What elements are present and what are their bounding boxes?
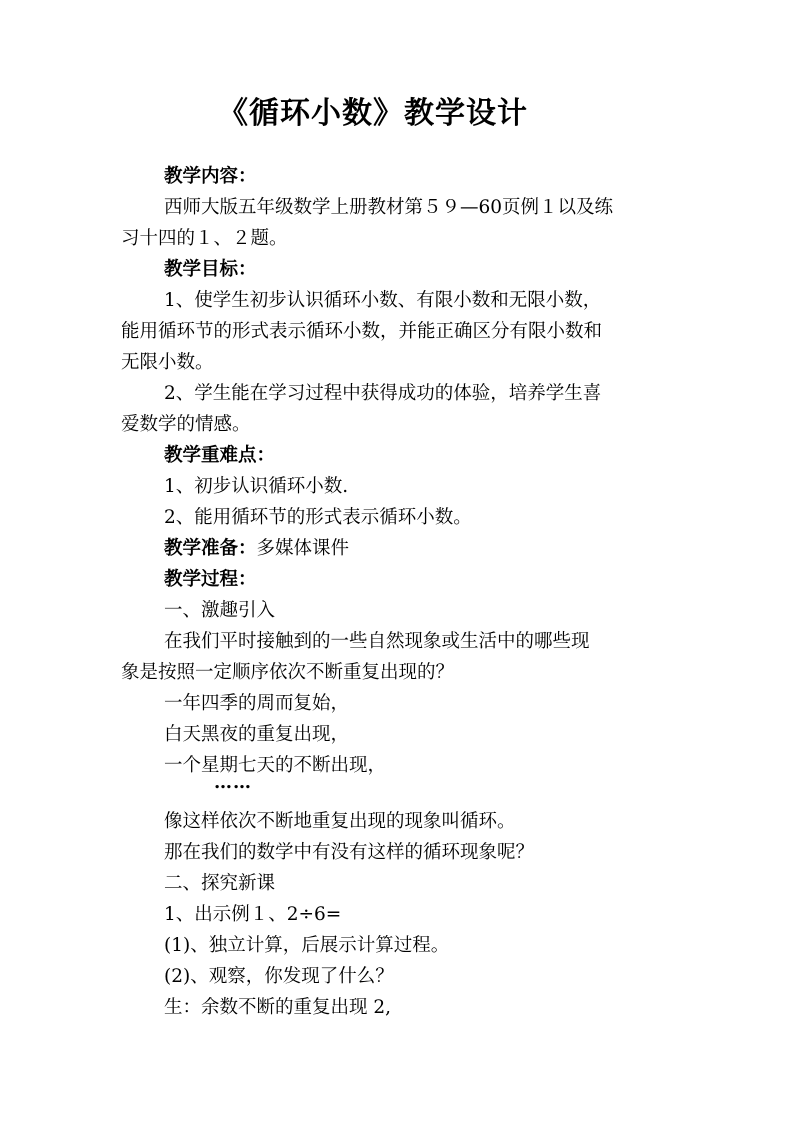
preparation-label: 教学准备： [164, 538, 257, 559]
key-points-heading: 教学重难点： [164, 445, 276, 466]
intro-text-line: 象是按照一定顺序依次不断重复出现的？ [121, 662, 455, 683]
section-heading: 二、探究新课 [164, 873, 276, 894]
step-line: 1、出示例１、2÷6= [164, 904, 342, 925]
preparation-line [164, 537, 349, 561]
ellipsis: …… [214, 772, 252, 793]
example-line: 一个星期七天的不断出现， [164, 755, 387, 776]
goal-text-line: 能用循环节的形式表示循环小数，并能正确区分有限小数和 [121, 321, 603, 342]
goals-heading: 教学目标： [164, 259, 257, 280]
content-heading: 教学内容： [164, 166, 257, 187]
process-heading: 教学过程： [164, 569, 257, 590]
goal-text-line: 无限小数。 [121, 352, 214, 373]
preparation-value: 多媒体课件 [256, 538, 350, 559]
student-answer-line: 生：余数不断的重复出现 2, [164, 997, 392, 1018]
definition-line: 像这样依次不断地重复出现的现象叫循环。 [164, 811, 516, 832]
example-line: 白天黑夜的重复出现， [164, 724, 350, 745]
key-point-line: 2、能用循环节的形式表示循环小数。 [164, 507, 472, 528]
goal-text-line: 爱数学的情感。 [121, 414, 251, 435]
content-text-line: 习十四的１、２题。 [121, 228, 288, 249]
section-heading: 一、激趣引入 [164, 600, 276, 621]
goal-text-line: 1、使学生初步认识循环小数、有限小数和无限小数， [164, 290, 602, 311]
key-point-line: 1、初步认识循环小数. [164, 476, 349, 497]
step-line: (2)、观察，你发现了什么？ [164, 966, 394, 987]
step-line: (1)、独立计算，后展示计算过程。 [164, 935, 450, 956]
goal-text-line: 2、学生能在学习过程中获得成功的体验，培养学生喜 [164, 383, 602, 404]
question-line: 那在我们的数学中有没有这样的循环现象呢？ [164, 842, 535, 863]
content-text-line: 西师大版五年级数学上册教材第５９—60页例１以及练 [164, 197, 614, 218]
example-line: 一年四季的周而复始， [164, 693, 350, 714]
intro-text-line: 在我们平时接触到的一些自然现象或生活中的哪些现 [164, 631, 590, 652]
document-title: 《循环小数》教学设计 [218, 96, 528, 131]
